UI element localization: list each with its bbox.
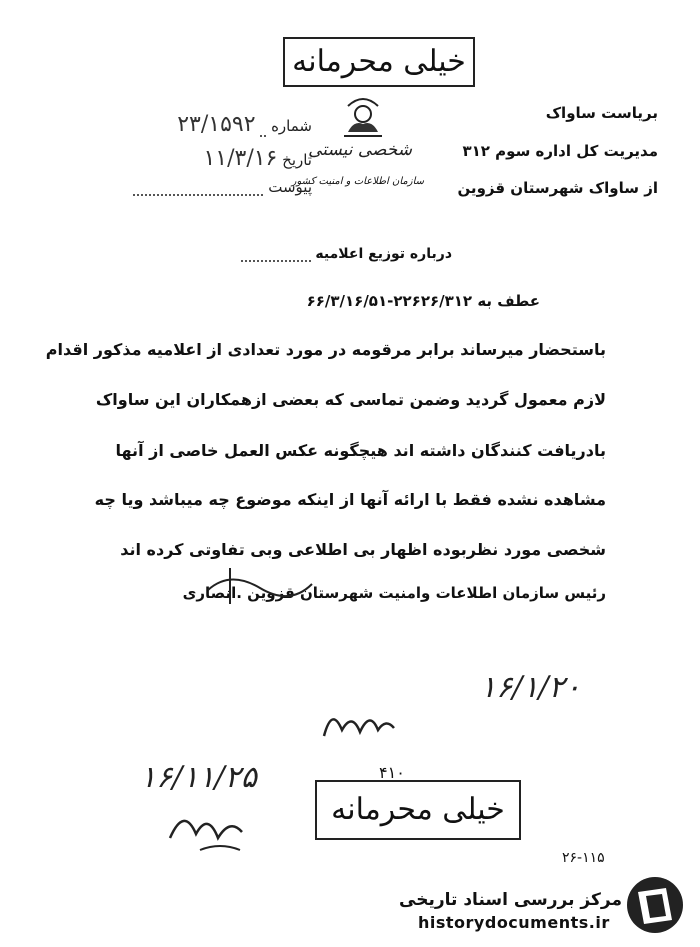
watermark-name: مرکز بررسی اسناد تاریخی [399, 890, 622, 910]
header-line-3: از ساواک شهرستان قزوین [457, 179, 658, 197]
body-line-4: مشاهده نشده فقط با ارائه آنها از اینکه موضوع چه میباشد ویا چه [94, 490, 606, 509]
classification-stamp-top-text: خیلی محرمانه [292, 44, 466, 79]
date-label: تاریخ [282, 151, 312, 169]
emblem-icon [340, 92, 386, 140]
watermark-url: historydocuments.ir [418, 913, 610, 932]
handwritten-initials-icon [318, 700, 398, 746]
handwritten-date-left: ۱۶/۱۱/۲۵ [140, 760, 257, 795]
subject-line [240, 246, 452, 262]
handwritten-signature-left-icon [160, 798, 250, 858]
date-value: ۱۱/۳/۱۶ [203, 146, 278, 171]
number-value: ۲۳/۱۵۹۲ [177, 112, 256, 137]
classification-stamp-bottom [315, 763, 521, 840]
letter-date-row [120, 146, 312, 171]
stamp-note: ۴۱۰ [379, 763, 405, 782]
signature-line: رئیس سازمان اطلاعات وامنیت شهرستان قزوین .انصاری [182, 584, 606, 602]
subject-text: درباره توزیع اعلامیه [315, 246, 452, 262]
watermark-logo-icon [620, 874, 690, 936]
page-code: ۲۶-۱۱۵ [562, 850, 605, 866]
reference-line: عطف به ۲۲۶۲۶/۳۱۲-۶۶/۳/۱۶/۵۱ [306, 292, 540, 310]
body-line-5: شخصی مورد نظربوده اظهار بی اطلاعی وبی تفاوتی کرده اند [120, 540, 606, 559]
header-line-1: بریاست ساواک [545, 104, 658, 122]
classification-stamp-bottom-text: خیلی محرمانه [331, 792, 505, 827]
number-label: شماره [271, 117, 312, 135]
letter-attachment-row [120, 178, 312, 196]
handwritten-date-right: ۱۶/۱/۲۰ [480, 670, 581, 705]
emblem-caption: سازمان اطلاعات و امنیت کشور [291, 176, 424, 187]
body-line-2: لازم معمول گردید وضمن تماسی که بعضی ازهمکاران این ساواک [95, 390, 606, 409]
body-line-1: باستحضار میرساند برابر مرقومه در مورد تعدادی از اعلامیه مذکور اقدام [45, 340, 606, 359]
body-line-3: بادریافت کنندگان داشته اند هیچگونه عکس العمل خاصی از آنها [115, 441, 606, 460]
handwritten-header-note: شخصی نیستی [308, 140, 412, 160]
attachment-label: پیوست [268, 178, 312, 196]
classification-stamp-top [283, 37, 475, 87]
letter-number-row [120, 112, 312, 137]
signature-scribble-icon [200, 560, 320, 610]
header-line-2: مدیریت کل اداره سوم ۳۱۲ [462, 142, 658, 160]
